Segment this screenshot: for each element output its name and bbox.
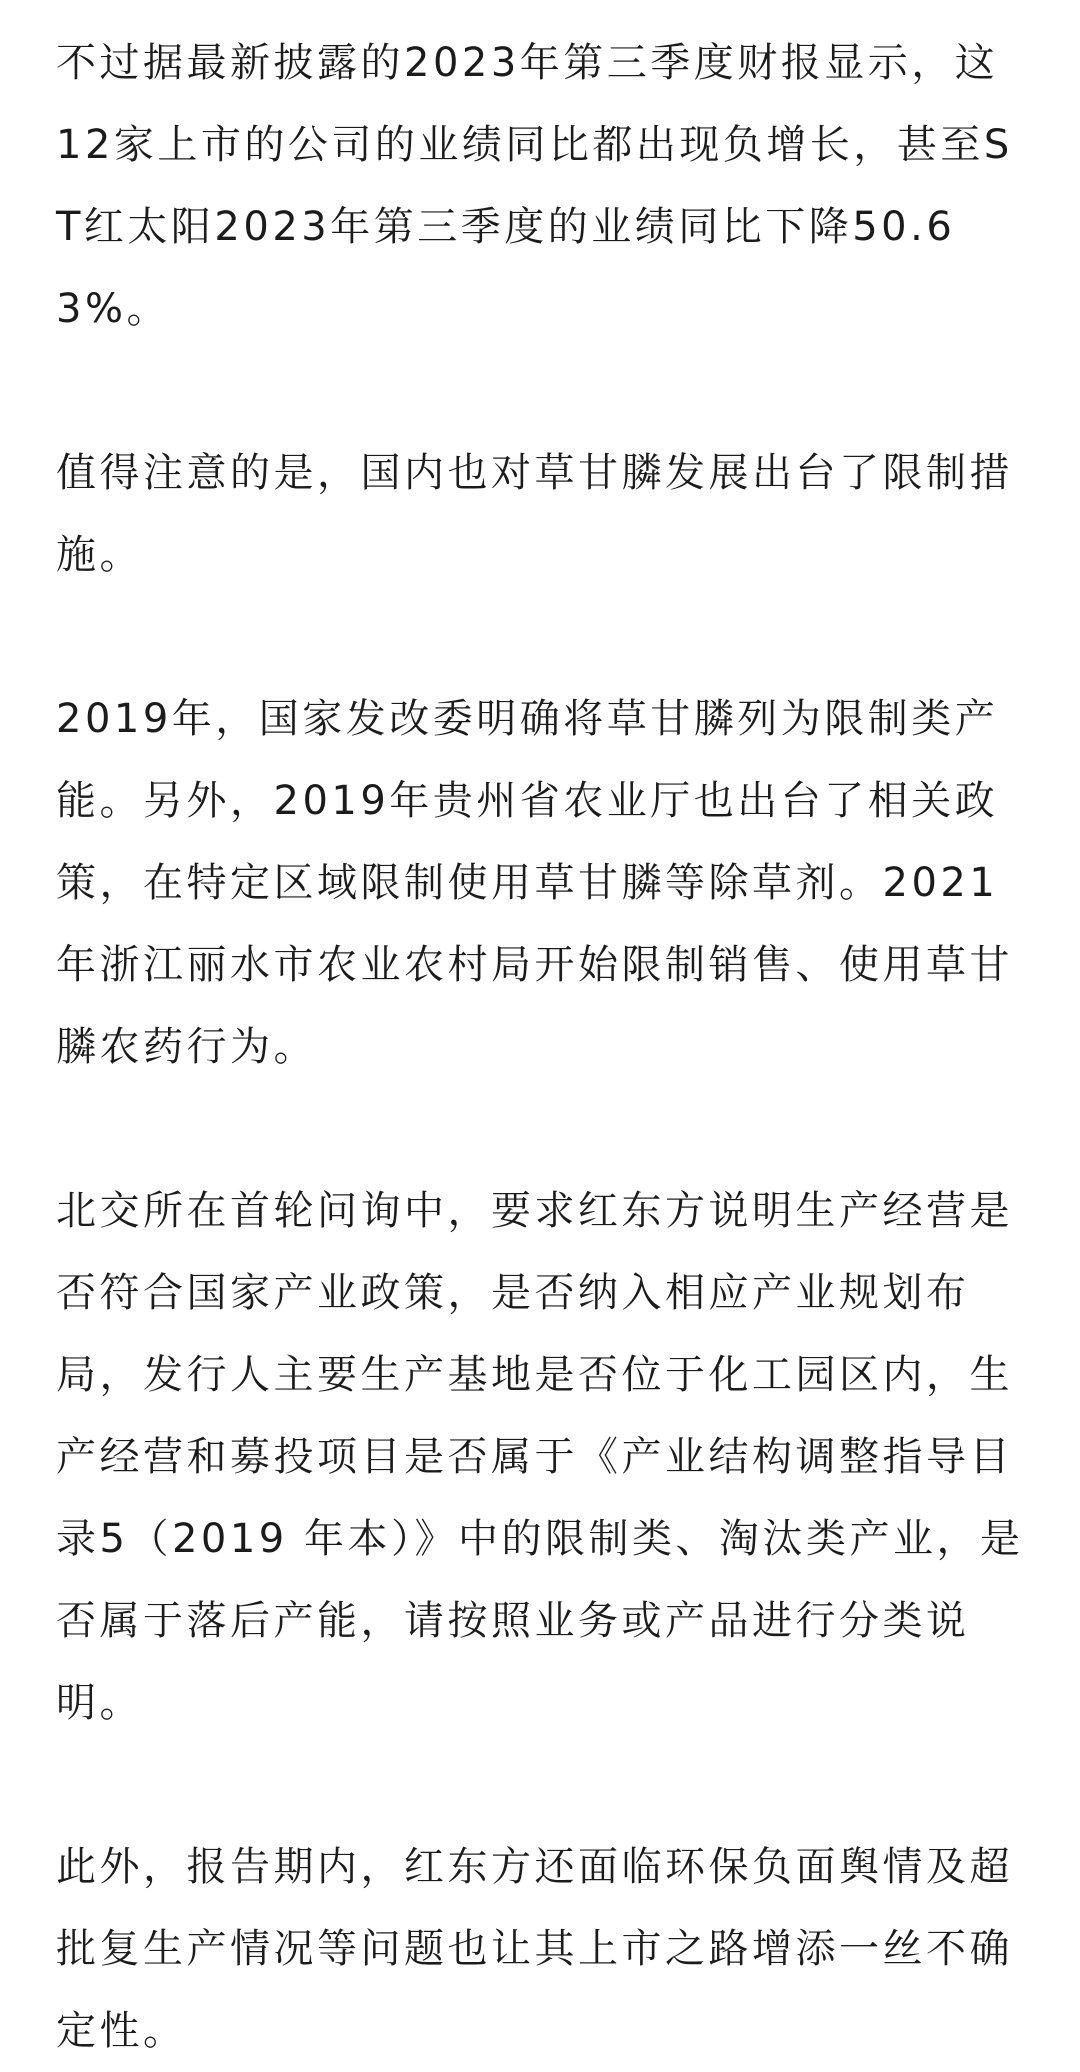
paragraph-policy-history: 2019年，国家发改委明确将草甘膦列为限制类产能。另外，2019年贵州省农业厅也出台了相关政策，在特定区域限制使用草甘膦等除草剂。2021年浙江丽水市农业农村局开始限制销售、使用草甘膦农药行为。 xyxy=(56,696,1013,1070)
paragraph-domestic-restrictions: 值得注意的是，国内也对草甘膦发展出台了限制措施。 xyxy=(56,450,1013,578)
paragraph-bse-inquiry: 北交所在首轮问询中，要求红东方说明生产经营是否符合国家产业政策，是否纳入相应产业规划布局，发行人主要生产基地是否位于化工园区内，生产经营和募投项目是否属于《产业结构调整指导目录5（2019 年本）》中的限制类、淘汰类产业，是否属于落后产能，请按照业务或产品进行分类说明。 xyxy=(56,1188,1024,1726)
paragraph-uncertainty: 此外，报告期内，红东方还面临环保负面舆情及超批复生产情况等问题也让其上市之路增添一丝不确定性。 xyxy=(56,1844,1013,2054)
paragraph-q3-performance: 不过据最新披露的2023年第三季度财报显示，这12家上市的公司的业绩同比都出现负增长，甚至ST红太阳2023年第三季度的业绩同比下降50.63%。 xyxy=(56,40,1013,332)
article-body xyxy=(56,22,1026,2072)
